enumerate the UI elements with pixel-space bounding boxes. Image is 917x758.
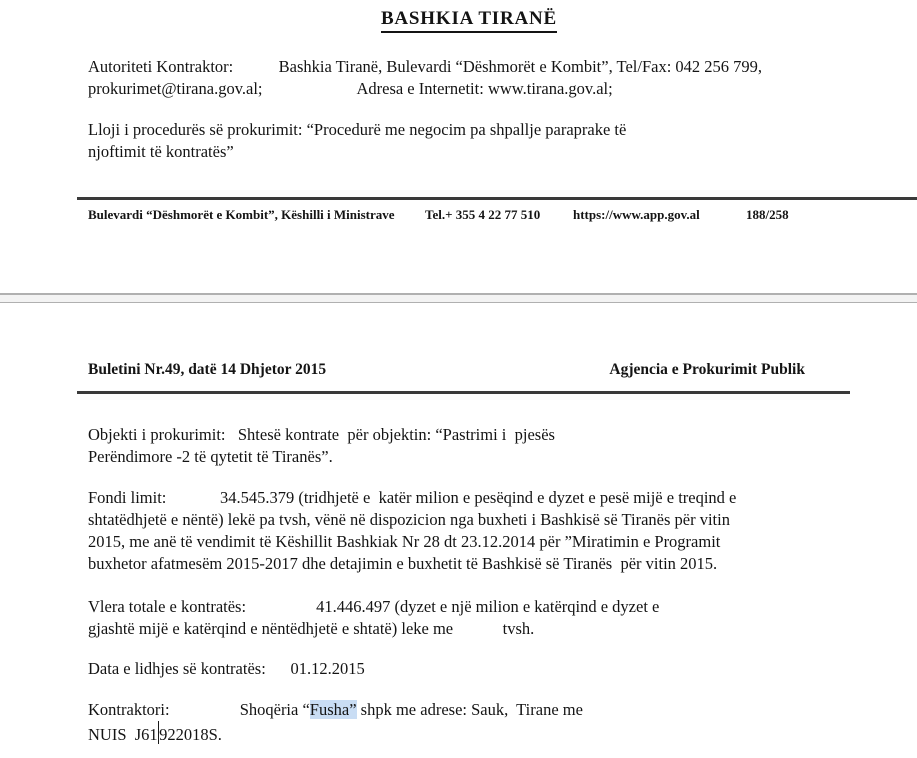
paragraph-line [88,699,583,721]
page-footer [88,206,917,224]
footer-url: https://www.app.gov.al [573,207,700,222]
page-separator-gap [0,295,917,302]
footer-page-number: 188/258 [746,207,789,222]
page-header [88,360,850,380]
document-title-wrap [88,8,850,33]
nuis-text-pre: NUIS J61 [88,725,158,744]
paragraph-kontraktori [88,699,583,743]
document-title: BASHKIA TIRANË [381,8,557,33]
search-highlight: Fusha” [309,700,357,719]
paragraph-line: shtatëdhjetë e nëntë) lekë pa tvsh, vënë në dispozicion nga buxheti i Bashkisë së Tiranës për vitin [88,510,730,529]
header-agency-name: Agjencia e Prokurimit Publik [609,361,805,378]
paragraph-line: Perëndimore -2 të qytetit të Tiranës”. [88,447,333,466]
paragraph-line: Objekti i prokurimit: Shtesë kontrate për objektin: “Pastrimi i pjesës [88,425,555,444]
footer-rule [77,197,917,200]
page-separator-edge [0,302,917,304]
paragraph-lloji [88,119,626,163]
paragraph-line: Fondi limit: 34.545.379 (tridhjetë e katër milion e pesëqind e dyzet e pesë mijë e treqind e [88,488,737,507]
paragraph-data-lidhjes [88,658,365,680]
paragraph-line: gjashtë mijë e katërqind e nëntëdhjetë e shtatë) leke me tvsh. [88,619,535,638]
kontraktori-text-post: shpk me adrese: Sauk, Tirane me [356,700,583,719]
paragraph-line: Vlera totale e kontratës: 41.446.497 (dyzet e një milion e katërqind e dyzet e [88,597,660,616]
footer-telephone: Tel.+ 355 4 22 77 510 [425,207,541,222]
paragraph-line: Autoriteti Kontraktor: Bashkia Tiranë, Bulevardi “Dëshmorët e Kombit”, Tel/Fax: 042 256 799, [88,57,763,76]
paragraph-line: Data e lidhjes së kontratës: 01.12.2015 [88,659,365,678]
paragraph-line: njoftimit të kontratës” [88,142,234,161]
nuis-text-post: 922018S. [159,725,222,744]
page-separator [0,293,917,303]
paragraph-vlera-totale [88,596,659,640]
footer-address: Bulevardi “Dëshmorët e Kombit”, Këshilli i Ministrave [88,207,395,222]
header-bulletin-title: Buletini Nr.49, datë 14 Dhjetor 2015 [88,361,327,378]
paragraph-line: 2015, me anë të vendimit të Këshillit Bashkiak Nr 28 dt 23.12.2014 për ”Miratimin e Programit [88,532,721,551]
paragraph-line: buxhetor afatmesëm 2015-2017 dhe detajimin e buxhetit të Bashkisë së Tiranës për vitin 2015. [88,554,718,573]
kontraktori-text-pre: Kontraktori: Shoqëria “ [88,700,310,719]
paragraph-autoriteti [88,56,762,100]
paragraph-fondi-limit [88,487,736,575]
paragraph-line [88,721,583,743]
paragraph-objekti [88,424,555,468]
paragraph-line: Lloji i procedurës së prokurimit: “Procedurë me negocim pa shpallje paraprake të [88,120,627,139]
header-rule [77,391,850,394]
paragraph-line: prokurimet@tirana.gov.al; Adresa e Internetit: www.tirana.gov.al; [88,79,613,98]
